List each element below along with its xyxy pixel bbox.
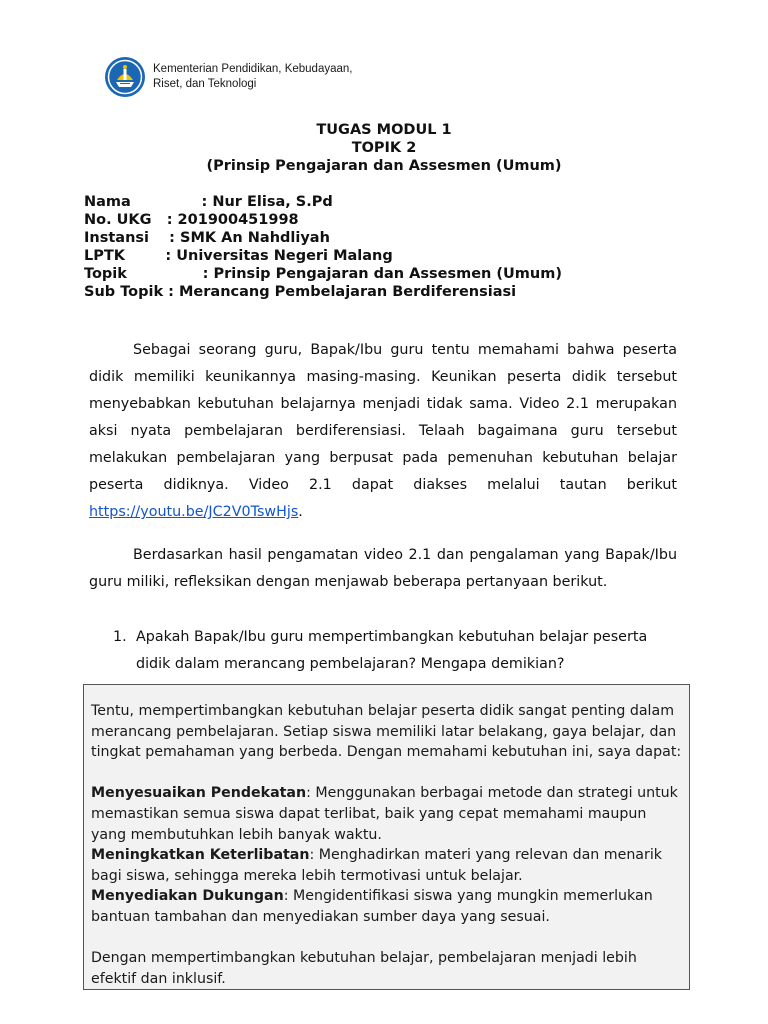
- intro-text: Sebagai seorang guru, Bapak/Ibu guru tentu memahami bahwa peserta didik memiliki keunikannya masing-masing. Keunikan peserta didik tersebut menyebabkan kebutuhan belajarnya menjadi tidak sama. Video 2.1 merupakan aksi nyata pembelajaran berdiferensiasi. Telaah bagaimana guru tersebut melakukan pembelajaran yang berpusat pada pemenuhan kebutuhan belajar peserta didiknya. Video 2.1 dapat diakses melalui tautan berikut: [89, 342, 677, 493]
- answer-box: [83, 684, 690, 990]
- answer-point-term: Menyesuaikan Pendekatan: [91, 785, 307, 802]
- answer-point-desc: : Menghadirkan materi yang relevan dan menarik bagi siswa, sehingga mereka lebih termotivasi untuk belajar.: [91, 847, 662, 884]
- answer-point-desc: : Mengidentifikasi siswa yang mungkin memerlukan bantuan tambahan dan menyediakan sumber daya yang sesuai.: [91, 888, 653, 925]
- meta-sub-topik: Sub Topik : Merancang Pembelajaran Berdiferensiasi: [84, 284, 517, 300]
- answer-intro: Tentu, mempertimbangkan kebutuhan belajar peserta didik sangat penting dalam merancang pembelajaran. Setiap siswa memiliki latar belakang, gaya belajar, dan tingkat pemahaman yang berbeda. Dengan memahami kebutuhan ini, saya dapat:: [91, 703, 682, 761]
- ministry-header: [104, 56, 352, 98]
- question-text: Apakah Bapak/Ibu guru mempertimbangkan kebutuhan belajar peserta didik dalam merancang pembelajaran? Mengapa demikian?: [136, 629, 648, 672]
- title-line3: (Prinsip Pengajaran dan Assesmen (Umum): [206, 158, 562, 174]
- meta-lptk: LPTK : Universitas Negeri Malang: [84, 248, 393, 264]
- prompt-text: Berdasarkan hasil pengamatan video 2.1 dan pengalaman yang Bapak/Ibu guru miliki, refleksikan dengan menjawab beberapa pertanyaan berikut.: [89, 547, 677, 590]
- meta-topik: Topik : Prinsip Pengajaran dan Assesmen (Umum): [84, 266, 562, 282]
- ministry-name-line1: Kementerian Pendidikan, Kebudayaan,: [153, 63, 353, 75]
- ministry-name-line2: Riset, dan Teknologi: [153, 78, 257, 90]
- title-line1: TUGAS MODUL 1: [316, 122, 452, 138]
- answer-point: [91, 886, 682, 927]
- ministry-logo-icon: [104, 56, 146, 98]
- ministry-name: [153, 62, 352, 92]
- intro-paragraph: [89, 337, 677, 526]
- meta-instansi: Instansi : SMK An Nahdliyah: [84, 230, 330, 246]
- answer-point-desc: : Menggunakan berbagai metode dan strategi untuk memastikan semua siswa dapat terlibat, baik yang cepat memahami maupun yang membutuhkan lebih banyak waktu.: [91, 785, 678, 843]
- title-line2: TOPIK 2: [351, 140, 417, 156]
- document-title: [0, 121, 768, 175]
- identity-block: [84, 193, 562, 301]
- answer-point-term: Menyediakan Dukungan: [91, 888, 284, 905]
- meta-no-ukg: No. UKG : 201900451998: [84, 212, 299, 228]
- video-link[interactable]: https://youtu.be/JC2V0TswHjs: [89, 504, 299, 520]
- intro-after-link: .: [298, 504, 303, 520]
- answer-closing: Dengan mempertimbangkan kebutuhan belajar, pembelajaran menjadi lebih efektif dan inklusif.: [91, 950, 637, 987]
- question-number: 1.: [113, 629, 127, 645]
- answer-point-term: Meningkatkan Keterlibatan: [91, 847, 310, 864]
- answer-point: [91, 783, 682, 845]
- prompt-paragraph: [89, 542, 677, 596]
- answer-point: [91, 845, 682, 886]
- meta-nama: Nama : Nur Elisa, S.Pd: [84, 194, 333, 210]
